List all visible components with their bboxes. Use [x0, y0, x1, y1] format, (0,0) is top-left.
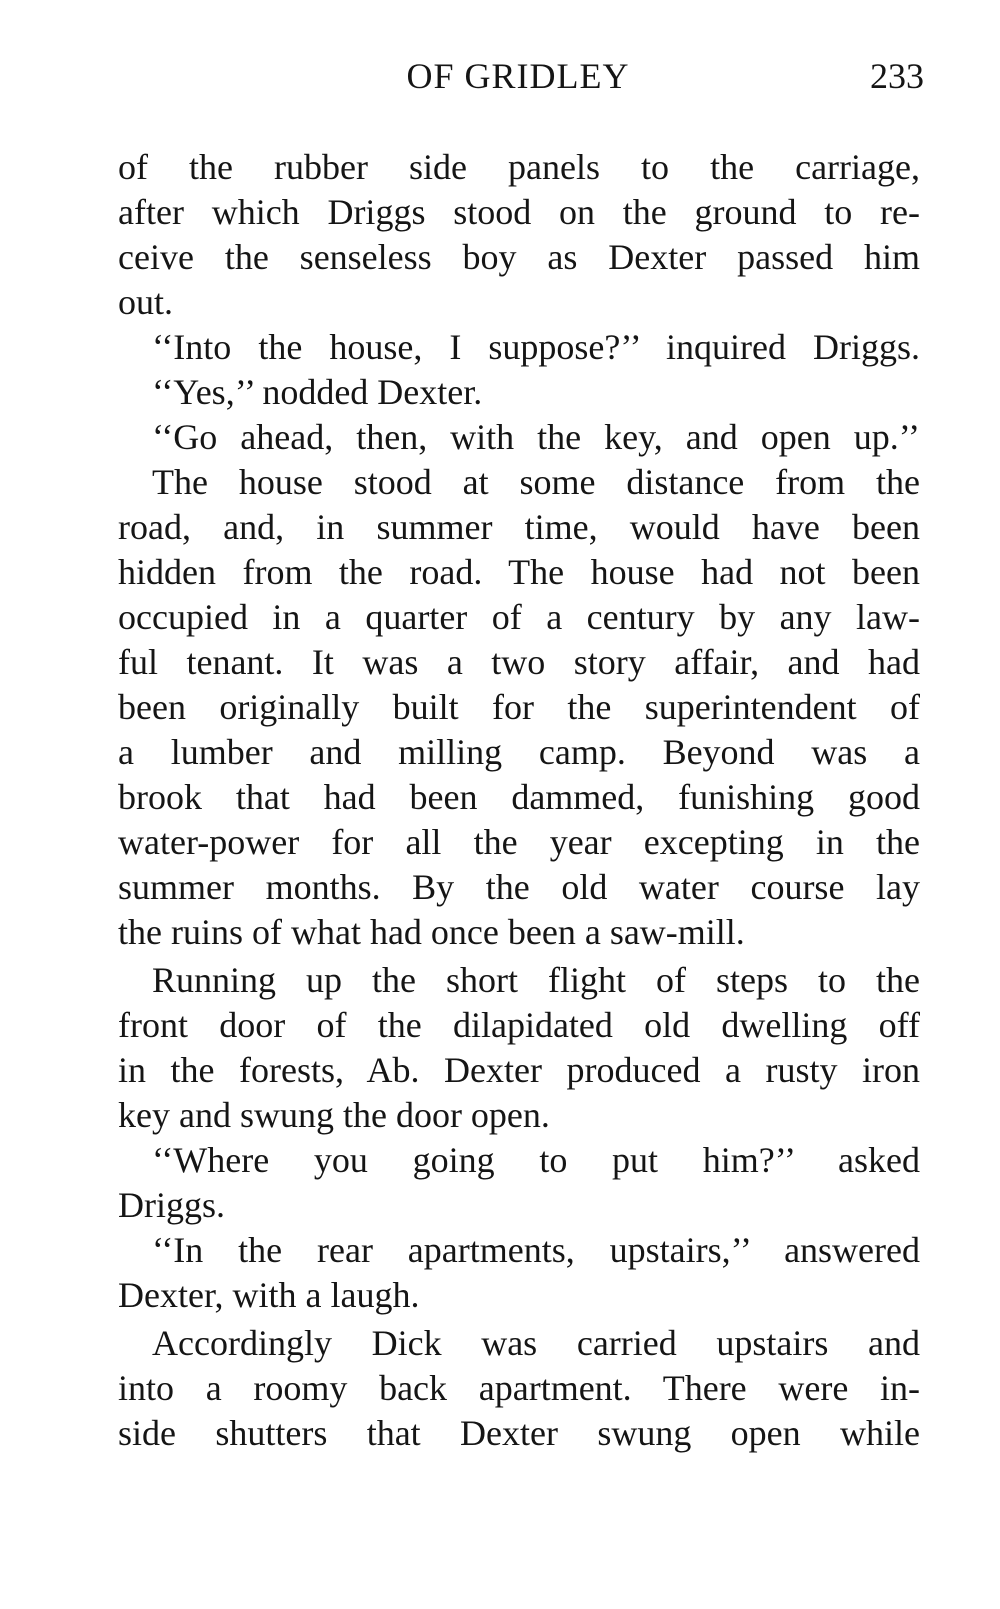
text-line: been originally built for the superintendent of: [118, 687, 920, 727]
page-number: 233: [870, 56, 924, 96]
text-line: ‘‘Go ahead, then, with the key, and open up.’’: [152, 417, 920, 457]
text-line: ‘‘Where you going to put him?’’ asked: [152, 1140, 920, 1180]
text-line: Dexter, with a laugh.: [118, 1275, 420, 1315]
text-line: road, and, in summer time, would have been: [118, 507, 920, 547]
text-line: into a roomy back apartment. There were in-: [118, 1368, 920, 1408]
text-line: water-power for all the year excepting in the: [118, 822, 920, 862]
text-line: hidden from the road. The house had not been: [118, 552, 920, 592]
text-line: ful tenant. It was a two story affair, and had: [118, 642, 920, 682]
body-text: [118, 145, 920, 1456]
text-line: after which Driggs stood on the ground to re-: [118, 192, 920, 232]
text-line: ceive the senseless boy as Dexter passed him: [118, 237, 920, 277]
text-line: in the forests, Ab. Dexter produced a rusty iron: [118, 1050, 920, 1090]
text-line: Accordingly Dick was carried upstairs and: [152, 1323, 920, 1363]
text-line: brook that had been dammed, funishing good: [118, 777, 920, 817]
text-line: the ruins of what had once been a saw-mill.: [118, 912, 745, 952]
text-line: The house stood at some distance from the: [152, 462, 920, 502]
running-title: OF GRIDLEY: [406, 56, 630, 96]
text-line: key and swung the door open.: [118, 1095, 550, 1135]
text-line: side shutters that Dexter swung open while: [118, 1413, 920, 1453]
text-line: a lumber and milling camp. Beyond was a: [118, 732, 920, 772]
text-line: front door of the dilapidated old dwelling off: [118, 1005, 920, 1045]
text-line: out.: [118, 282, 174, 322]
running-header: [118, 52, 924, 100]
text-line: of the rubber side panels to the carriage,: [118, 147, 920, 187]
text-line: occupied in a quarter of a century by any law-: [118, 597, 920, 637]
text-line: ‘‘Yes,’’ nodded Dexter.: [152, 372, 483, 412]
text-line: Running up the short flight of steps to the: [152, 960, 920, 1000]
text-line: Driggs.: [118, 1185, 225, 1225]
text-line: ‘‘In the rear apartments, upstairs,’’ answered: [152, 1230, 920, 1270]
text-line: ‘‘Into the house, I suppose?’’ inquired Driggs.: [152, 327, 920, 367]
text-line: summer months. By the old water course lay: [118, 867, 920, 907]
